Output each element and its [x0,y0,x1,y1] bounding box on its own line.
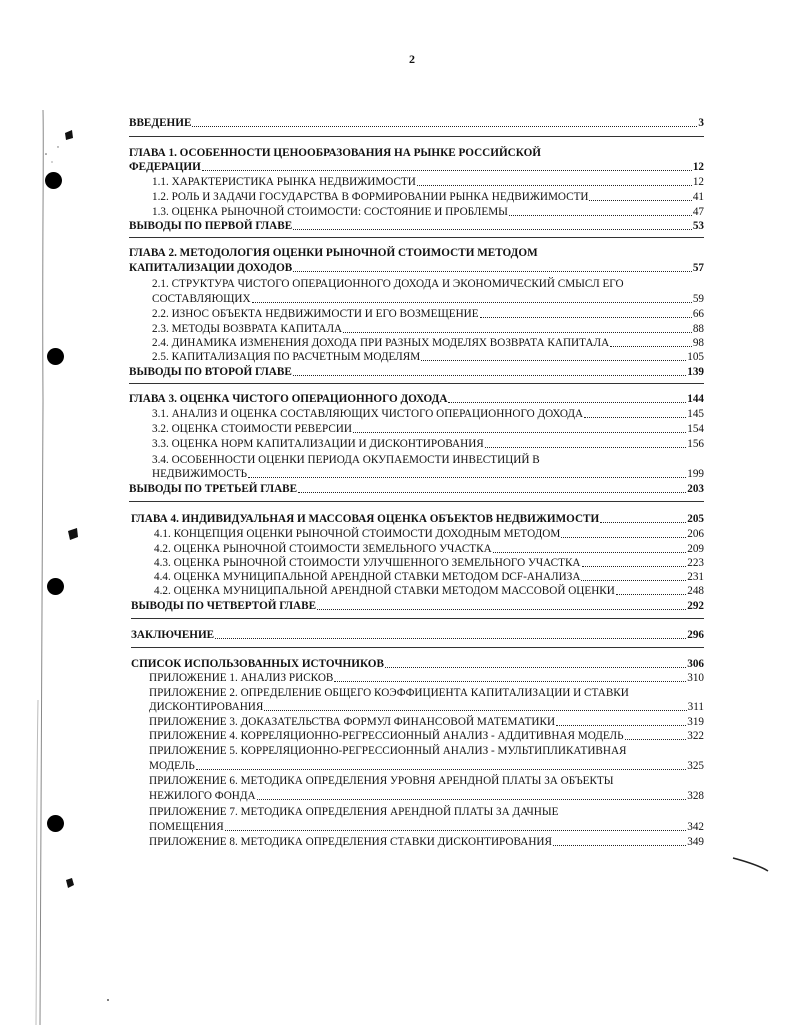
entry-title: 1.3. ОЦЕНКА РЫНОЧНОЙ СТОИМОСТИ: СОСТОЯНИЕ И ПРОБЛЕМЫ [152,206,508,218]
left-edge-line [36,700,38,1025]
entry-title: НЕДВИЖИМОСТЬ [152,468,248,480]
entry-title: ВЫВОДЫ ПО ВТОРОЙ ГЛАВЕ [129,366,292,378]
toc-entry-appendix-5-title[interactable]: ПРИЛОЖЕНИЕ 5. КОРРЕЛЯЦИОННО-РЕГРЕССИОННЫЙ АНАЛИЗ - МУЛЬТИПЛИКАТИВНАЯ [149,745,627,757]
toc-entry-2-1-title[interactable]: 2.1. СТРУКТУРА ЧИСТОГО ОПЕРАЦИОННОГО ДОХОДА И ЭКОНОМИЧЕСКИЙ СМЫСЛ ЕГО [152,278,624,290]
entry-page: 206 [687,528,704,540]
speck-mark [66,878,74,888]
entry-page: 209 [687,543,704,555]
entry-page: 66 [692,308,704,320]
entry-page: 47 [692,206,704,218]
toc-chapter-2-title[interactable]: ГЛАВА 2. МЕТОДОЛОГИЯ ОЦЕНКИ РЫНОЧНОЙ СТОИМОСТИ МЕТОДОМ [129,247,538,259]
toc-entry-appendix-7-title[interactable]: ПРИЛОЖЕНИЕ 7. МЕТОДИКА ОПРЕДЕЛЕНИЯ АРЕНДНОЙ ПЛАТЫ ЗА ДАЧНЫЕ [149,806,559,818]
pen-stroke-mark [733,858,768,871]
entry-title: 3.1. АНАЛИЗ И ОЦЕНКА СОСТАВЛЯЮЩИХ ЧИСТОГО ОПЕРАЦИОННОГО ДОХОДА [152,408,584,420]
entry-title: ВЫВОДЫ ПО ЧЕТВЕРТОЙ ГЛАВЕ [131,600,317,612]
entry-title: 1.1. ХАРАКТЕРИСТИКА РЫНКА НЕДВИЖИМОСТИ [152,176,416,188]
left-edge-line [40,110,43,1025]
entry-title: СПИСОК ИСПОЛЬЗОВАННЫХ ИСТОЧНИКОВ [131,658,384,670]
entry-page: 3 [698,117,704,129]
entry-page: 145 [687,408,704,420]
entry-title: 3.3. ОЦЕНКА НОРМ КАПИТАЛИЗАЦИИ И ДИСКОНТИРОВАНИЯ [152,438,484,450]
entry-page: 12 [692,161,704,173]
entry-page: 306 [687,658,704,670]
entry-title: 4.4. ОЦЕНКА МУНИЦИПАЛЬНОЙ АРЕНДНОЙ СТАВКИ МЕТОДОМ DCF-АНАЛИЗА [154,571,581,583]
entry-page: 223 [687,557,704,569]
toc-chapter-1-title[interactable]: ГЛАВА 1. ОСОБЕННОСТИ ЦЕНООБРАЗОВАНИЯ НА РЫНКЕ РОССИЙСКОЙ [129,147,541,159]
entry-page: 199 [687,468,704,480]
entry-title: 3.2. ОЦЕНКА СТОИМОСТИ РЕВЕРСИИ [152,423,352,435]
entry-page: 231 [687,571,704,583]
speck-mark [57,146,58,147]
toc-entry-3-4-title[interactable]: 3.4. ОСОБЕННОСТИ ОЦЕНКИ ПЕРИОДА ОКУПАЕМОСТИ ИНВЕСТИЦИЙ В [152,454,540,466]
entry-title: ПРИЛОЖЕНИЕ 1. АНАЛИЗ РИСКОВ [149,672,334,684]
speck-mark [68,528,78,540]
entry-page: 310 [687,672,704,684]
toc-entry-appendix-2-title[interactable]: ПРИЛОЖЕНИЕ 2. ОПРЕДЕЛЕНИЕ ОБЩЕГО КОЭФФИЦИЕНТА КАПИТАЛИЗАЦИИ И СТАВКИ [149,687,629,699]
entry-page: 57 [692,262,704,274]
entry-page: 144 [687,393,704,405]
entry-title: 4.2. ОЦЕНКА РЫНОЧНОЙ СТОИМОСТИ ЗЕМЕЛЬНОГО УЧАСТКА [154,543,492,555]
entry-title: ГЛАВА 4. ИНДИВИДУАЛЬНАЯ И МАССОВАЯ ОЦЕНКА ОБЪЕКТОВ НЕДВИЖИМОСТИ [131,513,600,525]
entry-title: 4.2. ОЦЕНКА МУНИЦИПАЛЬНОЙ АРЕНДНОЙ СТАВКИ МЕТОДОМ МАССОВОЙ ОЦЕНКИ [154,585,615,597]
entry-title: ВЫВОДЫ ПО ПЕРВОЙ ГЛАВЕ [129,220,293,232]
entry-title: СОСТАВЛЯЮЩИХ [152,293,251,305]
entry-title: 2.2. ИЗНОС ОБЪЕКТА НЕДВИЖИМОСТИ И ЕГО ВОЗМЕЩЕНИЕ [152,308,479,320]
entry-page: 296 [687,629,704,641]
entry-title: 4.1. КОНЦЕПЦИЯ ОЦЕНКИ РЫНОЧНОЙ СТОИМОСТИ ДОХОДНЫМ МЕТОДОМ [154,528,561,540]
speck-mark [45,153,47,155]
page-number: 2 [409,52,415,66]
entry-page: 41 [692,191,704,203]
entry-page: 12 [692,176,704,188]
entry-title: ПОМЕЩЕНИЯ [149,821,224,833]
entry-page: 248 [687,585,704,597]
entry-page: 328 [687,790,704,802]
entry-page: 349 [687,836,704,848]
entry-title: ФЕДЕРАЦИИ [129,161,201,173]
toc-entry-appendix-6-title[interactable]: ПРИЛОЖЕНИЕ 6. МЕТОДИКА ОПРЕДЕЛЕНИЯ УРОВНЯ АРЕНДНОЙ ПЛАТЫ ЗА ОБЪЕКТЫ [149,775,614,787]
entry-page: 322 [687,730,704,742]
entry-title: 1.2. РОЛЬ И ЗАДАЧИ ГОСУДАРСТВА В ФОРМИРОВАНИИ РЫНКА НЕДВИЖИМОСТИ [152,191,589,203]
entry-page: 342 [687,821,704,833]
entry-page: 311 [687,701,704,713]
entry-page: 205 [687,513,704,525]
speck-mark [51,161,52,162]
entry-page: 139 [687,366,704,378]
entry-title: МОДЕЛЬ [149,760,195,772]
entry-page: 156 [687,438,704,450]
entry-title: ПРИЛОЖЕНИЕ 4. КОРРЕЛЯЦИОННО-РЕГРЕССИОННЫЙ АНАЛИЗ - АДДИТИВНАЯ МОДЕЛЬ [149,730,624,742]
entry-page: 105 [687,351,704,363]
entry-page: 154 [687,423,704,435]
entry-title: ЗАКЛЮЧЕНИЕ [131,629,215,641]
entry-page: 88 [692,323,704,335]
entry-title: 2.3. МЕТОДЫ ВОЗВРАТА КАПИТАЛА [152,323,343,335]
entry-title: ДИСКОНТИРОВАНИЯ [149,701,264,713]
entry-page: 203 [687,483,704,495]
entry-page: 59 [692,293,704,305]
entry-page: 325 [687,760,704,772]
speck-mark [65,130,73,140]
entry-title: ПРИЛОЖЕНИЕ 8. МЕТОДИКА ОПРЕДЕЛЕНИЯ СТАВКИ ДИСКОНТИРОВАНИЯ [149,836,552,848]
speck-mark [107,999,109,1001]
entry-title: 2.5. КАПИТАЛИЗАЦИЯ ПО РАСЧЕТНЫМ МОДЕЛЯМ [152,351,421,363]
entry-page: 319 [687,716,704,728]
entry-title: ВЫВОДЫ ПО ТРЕТЬЕЙ ГЛАВЕ [129,483,298,495]
entry-title: КАПИТАЛИЗАЦИИ ДОХОДОВ [129,262,293,274]
entry-page: 53 [692,220,704,232]
entry-title: ВВЕДЕНИЕ [129,117,192,129]
entry-title: ГЛАВА 3. ОЦЕНКА ЧИСТОГО ОПЕРАЦИОННОГО ДОХОДА [129,393,448,405]
entry-title: ПРИЛОЖЕНИЕ 3. ДОКАЗАТЕЛЬСТВА ФОРМУЛ ФИНАНСОВОЙ МАТЕМАТИКИ [149,716,556,728]
entry-title: 4.3. ОЦЕНКА РЫНОЧНОЙ СТОИМОСТИ УЛУЧШЕННОГО ЗЕМЕЛЬНОГО УЧАСТКА [154,557,581,569]
entry-page: 98 [692,337,704,349]
entry-title: 2.4. ДИНАМИКА ИЗМЕНЕНИЯ ДОХОДА ПРИ РАЗНЫХ МОДЕЛЯХ ВОЗВРАТА КАПИТАЛА [152,337,610,349]
entry-page: 292 [687,600,704,612]
entry-title: НЕЖИЛОГО ФОНДА [149,790,256,802]
